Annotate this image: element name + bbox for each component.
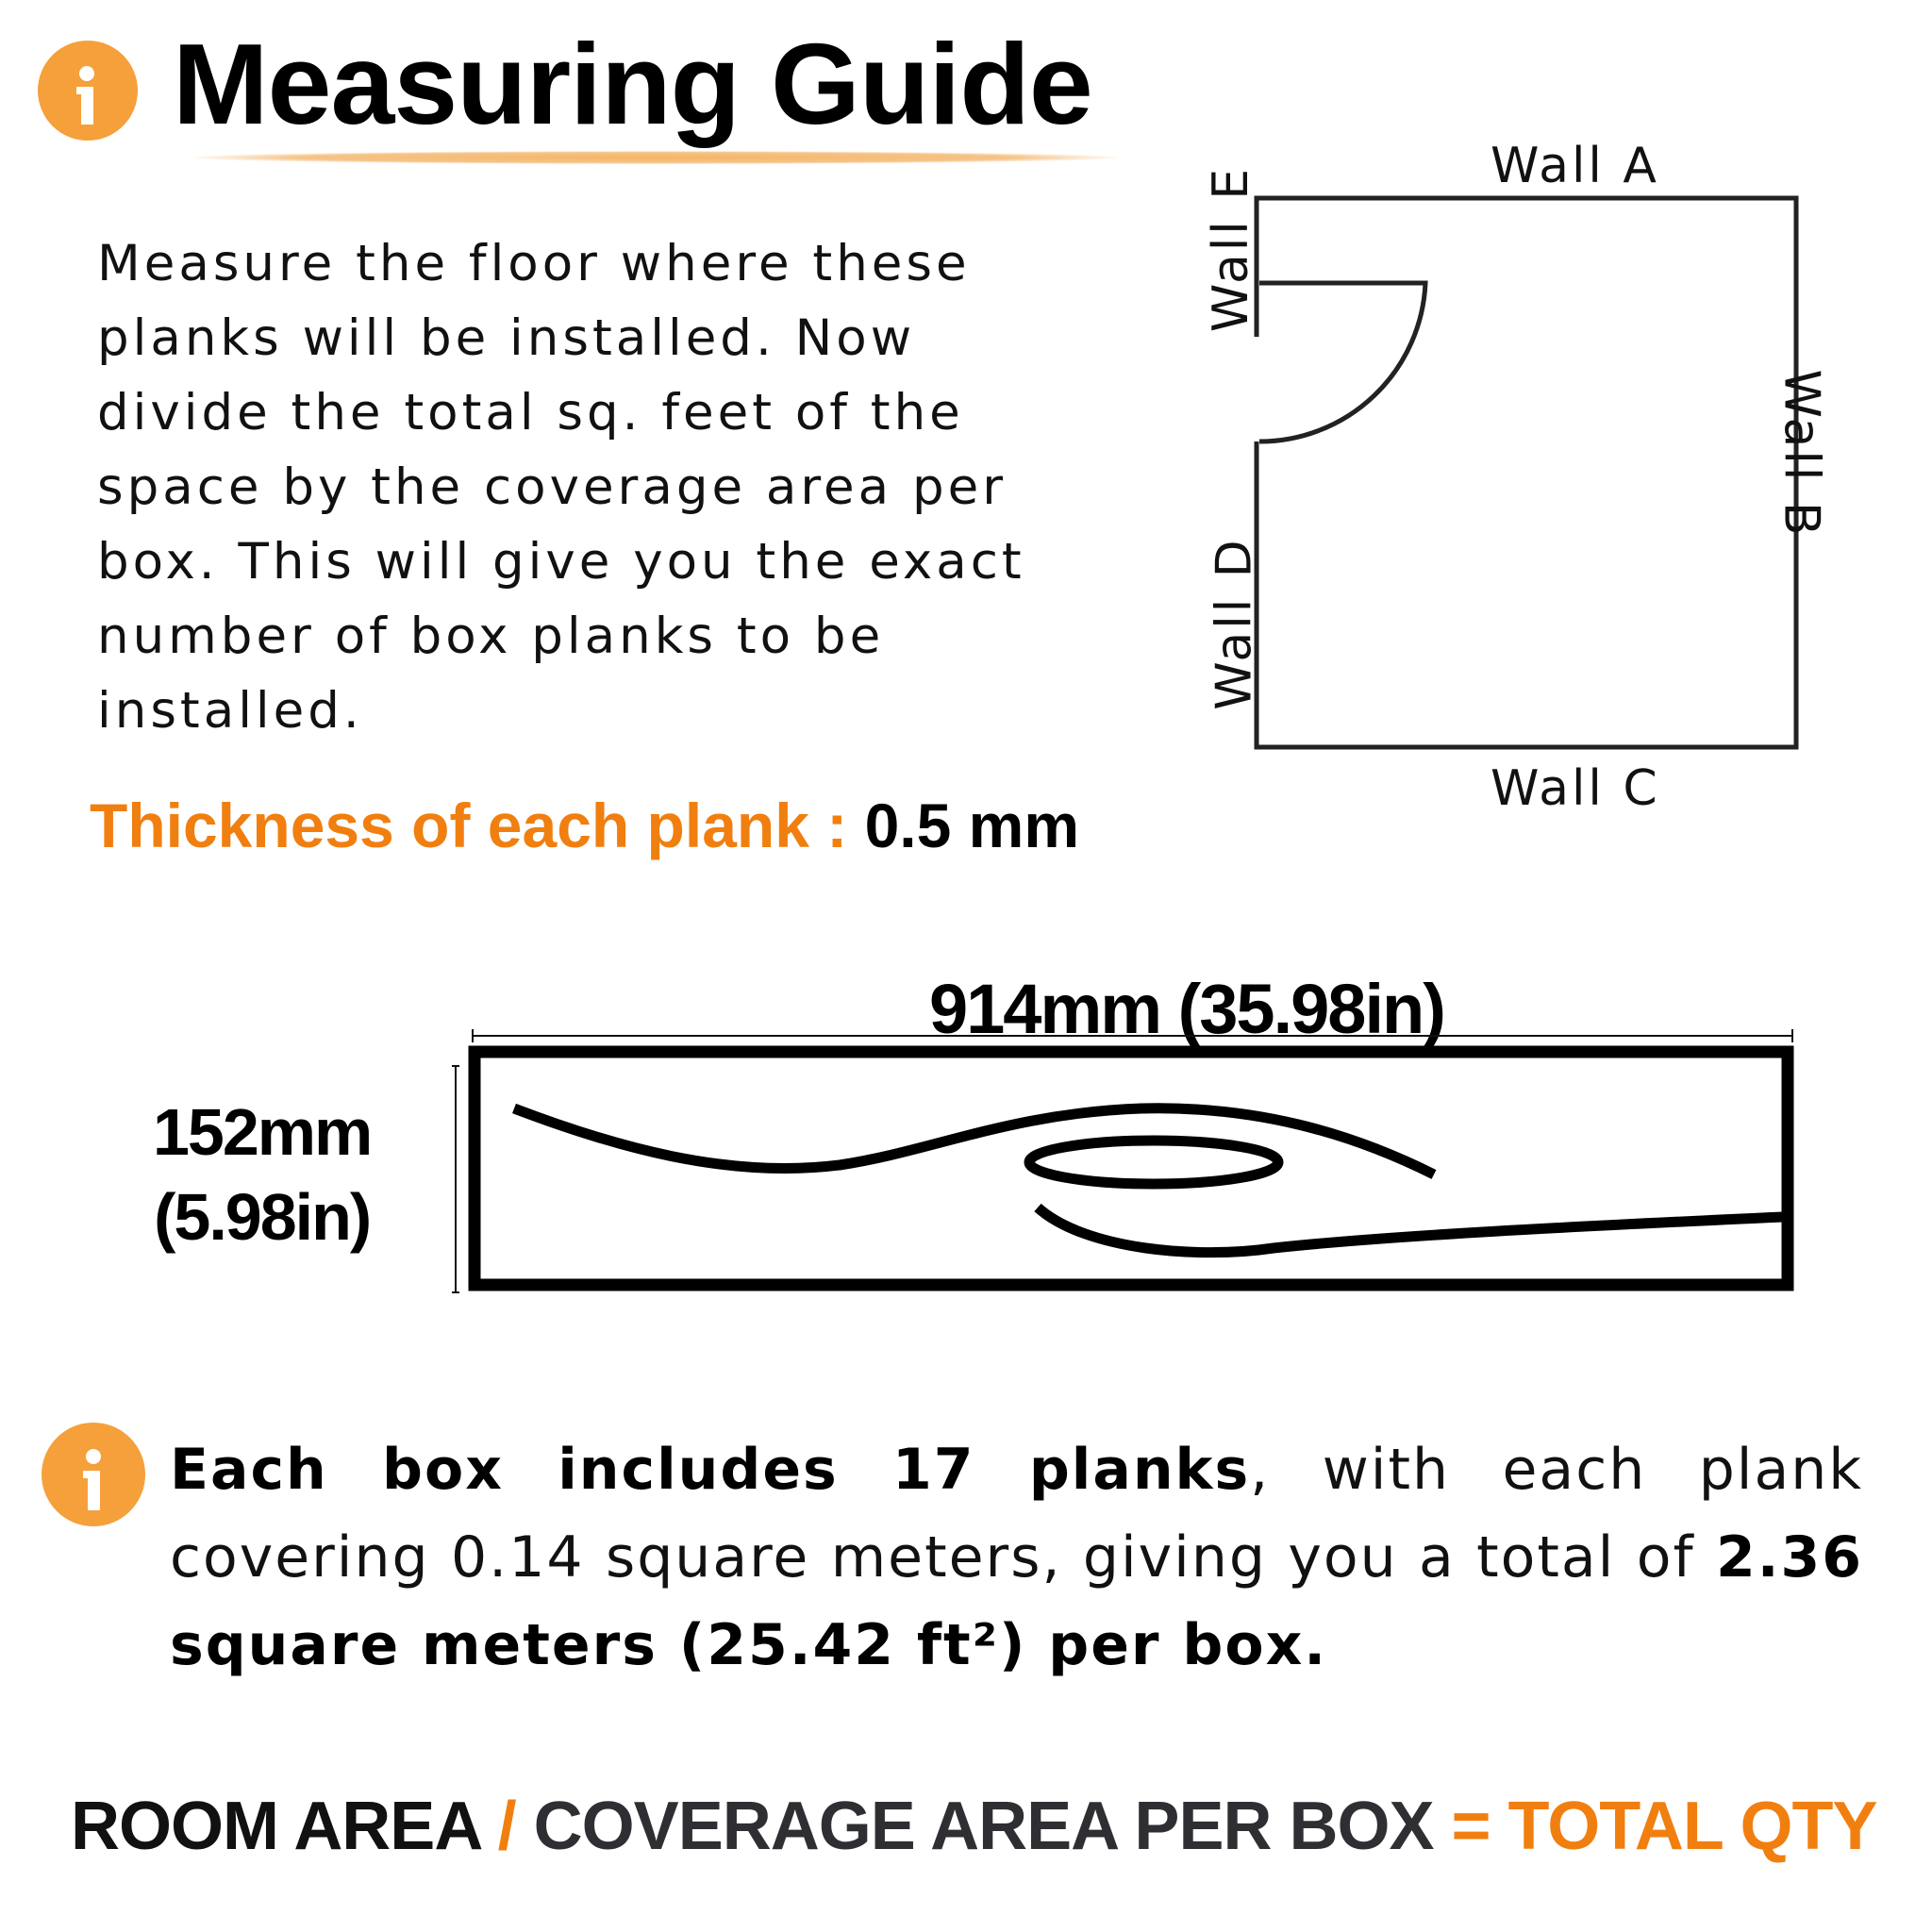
page-title: Measuring Guide	[173, 20, 1092, 148]
wall-e-label: Wall E	[1203, 165, 1260, 333]
plank-height-in: (5.98in)	[154, 1180, 371, 1254]
intro-paragraph: Measure the floor where these planks will be installed. Now divide the total sq. feet of the space by the coverage area per box. This will give you the exact number of box planks to be installed.	[97, 235, 1025, 740]
plank-width-label: 914mm (35.98in)	[929, 970, 1444, 1048]
wall-c-label: Wall C	[1491, 760, 1660, 817]
quantity-formula	[71, 1789, 1877, 1864]
box-plank-count: Each box includes 17 planks	[170, 1437, 1251, 1503]
room-outline-diagram	[1226, 179, 1840, 783]
thickness-label: Thickness of each plank :	[90, 791, 865, 860]
box-total-coverage: 2.36 square meters (25.42 ft²) per box.	[170, 1524, 1863, 1678]
plank-diagram	[443, 1024, 1821, 1307]
box-coverage-text: , with each plank covering 0.14 square meters, giving you a total of	[170, 1437, 1864, 1591]
formula-room-area: ROOM AREA	[71, 1789, 480, 1864]
thickness-value: 0.5 mm	[864, 791, 1080, 860]
plank-height-mm: 152mm	[153, 1095, 372, 1169]
info-icon	[42, 1423, 145, 1526]
formula-divide-operator: /	[479, 1789, 534, 1864]
info-icon	[38, 41, 138, 141]
box-coverage-info	[170, 1426, 1863, 1690]
wall-d-label: Wall D	[1206, 537, 1263, 710]
plank-height-label	[153, 1090, 371, 1259]
title-underline	[193, 151, 1118, 164]
thickness-line	[90, 791, 1080, 860]
wall-a-label: Wall A	[1491, 138, 1659, 194]
formula-total-qty: TOTAL QTY	[1507, 1789, 1877, 1864]
formula-equals-operator: =	[1433, 1789, 1508, 1864]
wall-b-label: Wall B	[1773, 369, 1830, 539]
formula-coverage-area: COVERAGE AREA PER BOX	[533, 1789, 1434, 1864]
